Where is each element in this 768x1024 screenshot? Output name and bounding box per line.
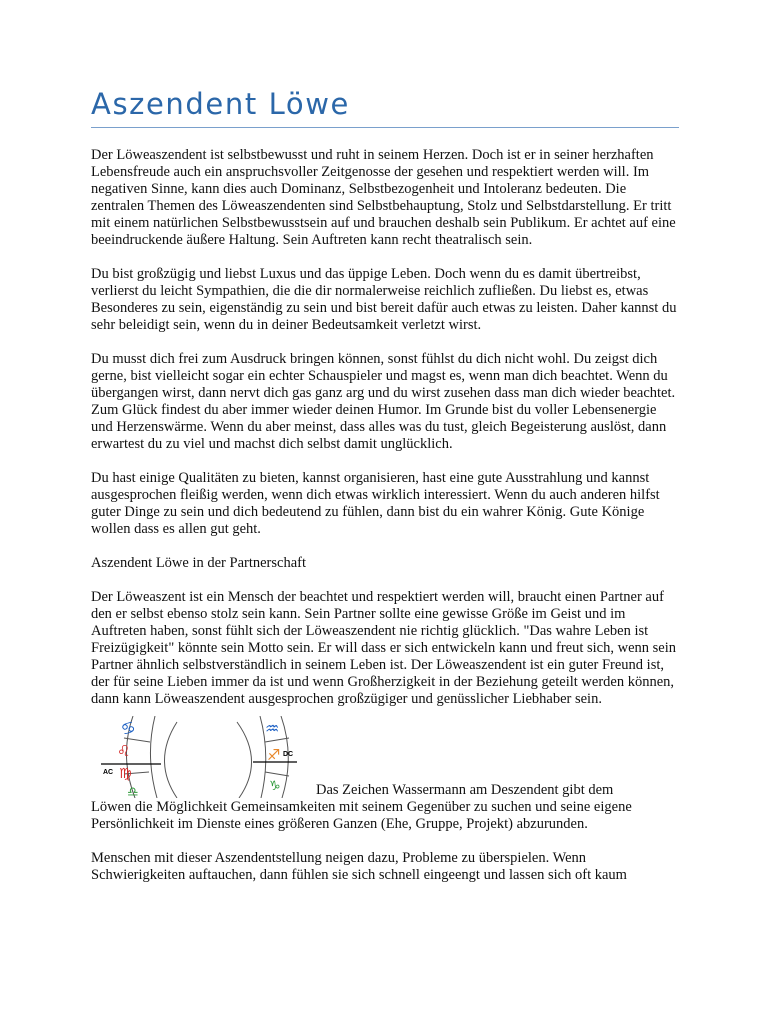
title-divider — [91, 127, 679, 128]
sign-glyph-blue-top-right: ♒ — [265, 719, 280, 738]
figure-caption — [91, 782, 681, 833]
sign-glyph-green-left-bottom: ♎ — [127, 785, 139, 798]
sign-glyph-red-left-lower: ♍ — [119, 766, 132, 782]
wheel-spoke — [265, 772, 289, 776]
sign-glyph-green-right-bottom: ♑ — [269, 779, 281, 794]
wheel-spoke — [265, 738, 289, 742]
figure-caption-lead: Das Zeichen Wassermann am Deszendent gibt dem — [316, 782, 614, 798]
document-body — [91, 147, 681, 901]
descendant-label: DC — [283, 751, 294, 758]
sign-glyph-blue-top-left: ♋ — [118, 716, 139, 740]
sign-glyph-orange-right: ♐ — [267, 746, 281, 764]
section-subheading: Aszendent Löwe in der Partnerschaft — [91, 555, 307, 571]
ascendant-label: AC — [103, 769, 114, 776]
page-title: Aszendent Löwe — [91, 87, 350, 121]
figure-caption-rest: Löwen die Möglichkeit Gemeinsamkeiten mit seinem Gegenüber zu suchen und seine eigene Persönlichkeit im Dienste eines größeren Ganzen (Ehe, Gruppe, Projekt) abzurunden. — [91, 799, 632, 832]
paragraph-qualities: Du hast einige Qualitäten zu bieten, kannst organisieren, hast eine gute Ausstrahlung und kannst ausgesprochen fleißig werden, wenn dich etwas wirklich interessiert. Wenn du auch anderen hilfst guter Dinge zu sein und dich bedeutend zu fühlen, dann bist du ein wahrer König. Gute Könige wollen dass es allen gut geht. — [91, 470, 660, 537]
paragraph-partnership: Der Löweaszent ist ein Mensch der beachtet und respektiert werden will, braucht einen Partner auf den er selbst ebenso stolz sein kann. Sein Partner sollte eine gewisse Größe im Geist und im Auftreten haben, sonst fühlt sich der Löweaszendent nie richtig glücklich. "Das wahre Leben ist Freizügigkeit" könnte sein Motto sein. Er will dass er sich entwickeln kann und freut sich, wenn sein Partner ähnlich selbstverständlich in seinem Leben ist. Der Löweaszendent ist ein guter Freund ist, der für seine Lieben immer da ist und wenn Großherzigkeit in der Beziehung geteilt werden können, dann kann Löweaszendent ausgesprochen großzügiger und genüsslicher Liebhaber sein. — [91, 589, 676, 707]
paragraph-expression: Du musst dich frei zum Ausdruck bringen können, sonst fühlst du dich nicht wohl. Du zeigst dich gerne, bist vielleicht sogar ein echter Schauspieler und magst es, wenn man dich beachtet. Wenn du übergangen wirst, dann nervt dich gas ganz arg und du wirst zusehen dass man dich wieder beachtet. Zum Glück findest du aber immer wieder deinen Humor. Im Grunde bist du voller Lebensenergie und Herzenswärme. Wenn du aber meinst, dass alles was du tust, gleich Begeisterung auslöst, dann erwartest du zu viel und machst dich selbst damit unglücklich. — [91, 351, 676, 452]
paragraph-intro: Der Löweaszendent ist selbstbewusst und ruht in seinem Herzen. Doch ist er in seiner herzhaften Lebensfreude auch ein anspruchsvoller Zeitgenosse der gesehen und respektiert werden will. Im negativen Sinne, kann dies auch Dominanz, Selbstbezogenheit und Intoleranz bedeuten. Die zentralen Themen des Löweaszendenten sind Selbstbehauptung, Stolz und Selbstdarstellung. Er tritt mit einem natürlichen Selbstbewusstsein auf und brauchen deshalb sein Publikum. Er achtet auf eine beeindruckende äußere Haltung. Sein Auftreten kann recht theatralisch sein. — [91, 147, 676, 248]
sign-glyph-red-left: ♌ — [117, 742, 131, 760]
paragraph-generosity: Du bist großzügig und liebst Luxus und das üppige Leben. Doch wenn du es damit übertreibst, verlierst du leicht Sympathien, die die dir normalerweise reichlich zufließen. Du liebst es, etwas Besonderes zu sein, eigenständig zu sein und bist bereit dafür auch etwas zu leisten. Daher kannst du sehr beleidigt sein, wenn du in deiner Bedeutsamkeit verletzt wirst. — [91, 266, 677, 333]
paragraph-closing: Menschen mit dieser Aszendentstellung neigen dazu, Probleme zu überspielen. Wenn Schwierigkeiten auftauchen, dann fühlen sie sich schnell eingeengt und lassen sich oft kaum — [91, 850, 627, 883]
